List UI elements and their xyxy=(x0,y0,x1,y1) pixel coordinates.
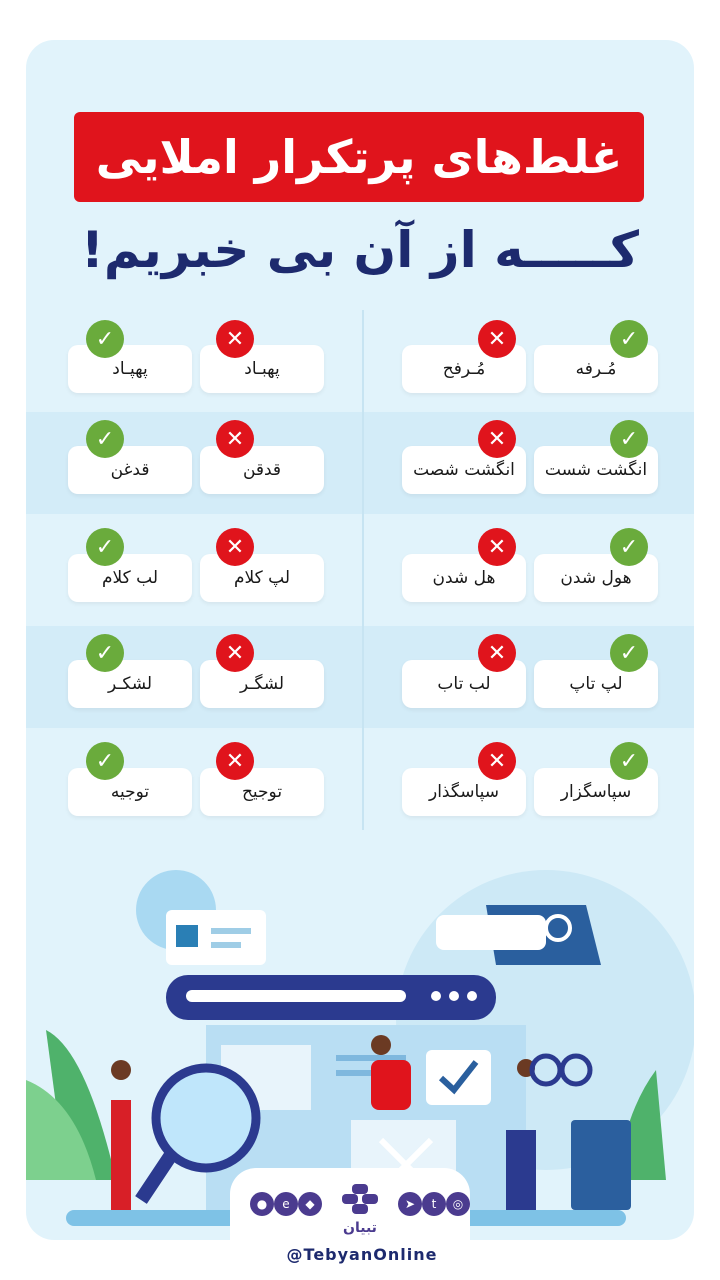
person-figure xyxy=(371,1060,411,1110)
title: غلط‌های پرتکرار املایی xyxy=(95,130,623,184)
correct-word: پهپـاد xyxy=(68,345,192,393)
telegram-icon[interactable]: ➤ xyxy=(398,1192,422,1216)
check-icon: ✓ xyxy=(86,742,124,780)
cross-icon: ✕ xyxy=(216,634,254,672)
wrong-word: هل شدن xyxy=(402,554,526,602)
magnifier-handle xyxy=(141,1155,171,1200)
cross-icon: ✕ xyxy=(478,420,516,458)
person-head xyxy=(371,1035,391,1055)
social-handle[interactable]: @TebyanOnline xyxy=(286,1245,438,1264)
cross-icon: ✕ xyxy=(478,320,516,358)
brand-name: تبیان xyxy=(343,1220,377,1236)
person-figure xyxy=(111,1100,131,1210)
check-icon: ✓ xyxy=(610,742,648,780)
pen-holder-icon xyxy=(571,1120,631,1210)
twitter-icon[interactable]: t xyxy=(422,1192,446,1216)
cross-icon: ✕ xyxy=(478,634,516,672)
tebyan-logo-icon xyxy=(340,1182,380,1220)
check-icon: ✓ xyxy=(610,634,648,672)
wrong-word: سپاسگذار xyxy=(402,768,526,816)
cross-icon: ✕ xyxy=(216,528,254,566)
wrong-word: پهبـاد xyxy=(200,345,324,393)
cross-icon: ✕ xyxy=(478,742,516,780)
cross-icon: ✕ xyxy=(216,420,254,458)
column-divider xyxy=(362,310,364,830)
magnifier-icon xyxy=(156,1068,256,1168)
correct-word: لپ تاپ xyxy=(534,660,658,708)
check-icon: ✓ xyxy=(86,634,124,672)
check-icon: ✓ xyxy=(610,528,648,566)
checkbox-icon xyxy=(176,925,198,947)
check-icon: ✓ xyxy=(86,420,124,458)
correct-word: مُـرفه xyxy=(534,345,658,393)
url-field xyxy=(186,990,406,1002)
check-icon: ✓ xyxy=(610,420,648,458)
aparat-icon[interactable]: ● xyxy=(250,1192,274,1216)
search-box xyxy=(436,915,546,950)
check-icon: ✓ xyxy=(86,320,124,358)
eitaa-icon[interactable]: e xyxy=(274,1192,298,1216)
correct-word: قدغن xyxy=(68,446,192,494)
cross-icon: ✕ xyxy=(478,528,516,566)
wrong-word: قدقن xyxy=(200,446,324,494)
correct-word: توجیه xyxy=(68,768,192,816)
subtitle: کـــــه از آن بی خبریم! xyxy=(81,221,639,279)
dot-icon xyxy=(467,991,477,1001)
instagram-icon[interactable]: ◎ xyxy=(446,1192,470,1216)
text-line xyxy=(211,942,241,948)
person-head xyxy=(111,1060,131,1080)
correct-word: سپاسگزار xyxy=(534,768,658,816)
text-line xyxy=(211,928,251,934)
person-figure xyxy=(506,1130,536,1210)
infographic-card xyxy=(26,40,694,1240)
rubika-icon[interactable]: ◆ xyxy=(298,1192,322,1216)
cross-icon: ✕ xyxy=(216,742,254,780)
wrong-word: توجیح xyxy=(200,768,324,816)
cross-icon: ✕ xyxy=(216,320,254,358)
wrong-word: لپ کلام xyxy=(200,554,324,602)
dot-icon xyxy=(431,991,441,1001)
correct-word: لب کلام xyxy=(68,554,192,602)
check-icon: ✓ xyxy=(86,528,124,566)
correct-word: هول شدن xyxy=(534,554,658,602)
check-card xyxy=(426,1050,491,1105)
correct-word: لشکـر xyxy=(68,660,192,708)
wrong-word: مُـرفح xyxy=(402,345,526,393)
wrong-word: لب تاب xyxy=(402,660,526,708)
correct-word: انگشت شست xyxy=(534,446,658,494)
check-icon: ✓ xyxy=(610,320,648,358)
dot-icon xyxy=(449,991,459,1001)
title-banner xyxy=(74,112,644,202)
wrong-word: لشگـر xyxy=(200,660,324,708)
wrong-word: انگشت شصت xyxy=(402,446,526,494)
